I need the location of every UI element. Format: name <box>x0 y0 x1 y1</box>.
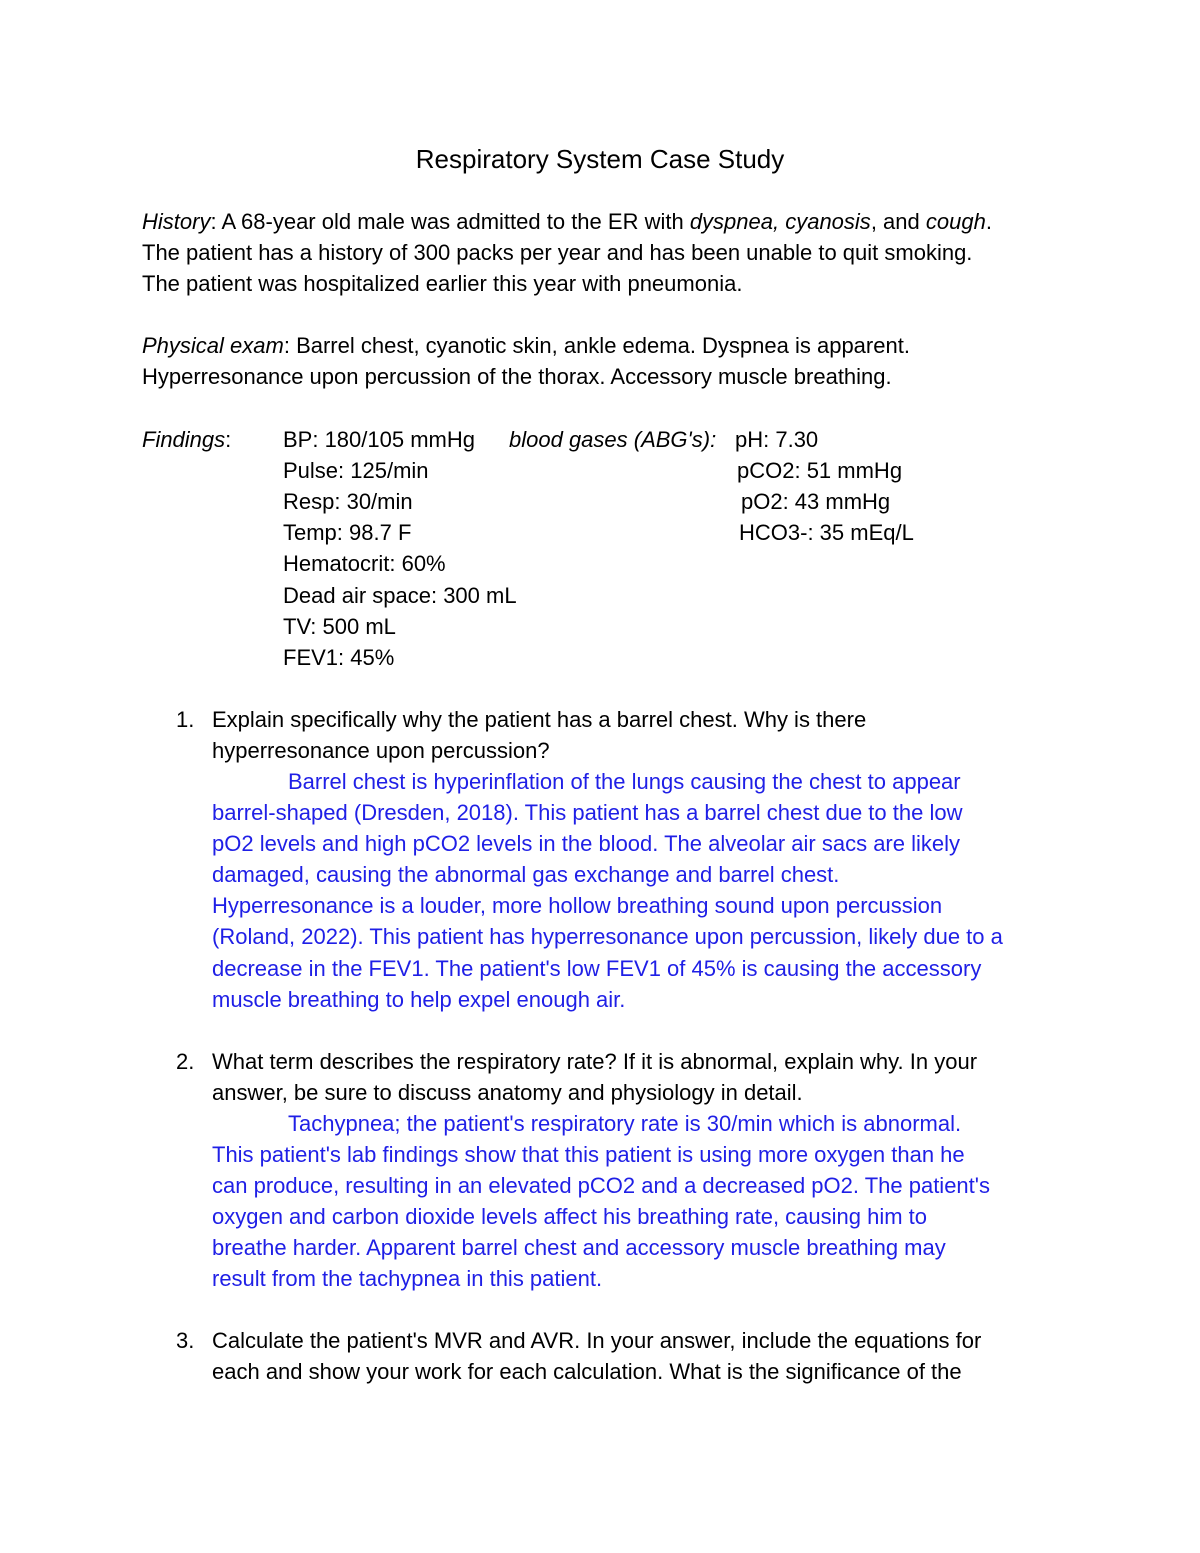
answer-1-line: damaged, causing the abnormal gas exchange and barrel chest. <box>212 862 840 887</box>
vital-resp: Resp: 30/min <box>283 489 413 514</box>
answer-2-line: breathe harder. Apparent barrel chest and accessory muscle breathing may <box>212 1235 946 1260</box>
vital-hematocrit: Hematocrit: 60% <box>283 551 446 576</box>
history-term-2: cough <box>925 209 986 234</box>
answer-2-line: can produce, resulting in an elevated pCO2 and a decreased pO2. The patient's <box>212 1173 990 1198</box>
abg-hco3: HCO3-: 35 mEq/L <box>739 520 914 545</box>
abg-pco2: pCO2: 51 mmHg <box>737 458 903 483</box>
vital-temp: Temp: 98.7 F <box>283 520 412 545</box>
vital-dead-air-space: Dead air space: 300 mL <box>283 583 517 608</box>
physical-line-1: Physical exam: Barrel chest, cyanotic skin, ankle edema. Dyspnea is apparent. <box>142 333 910 358</box>
question-1-number: 1. <box>176 707 195 732</box>
history-line-3: The patient was hospitalized earlier this year with pneumonia. <box>142 271 743 296</box>
history-label: History <box>142 209 211 234</box>
answer-1-line: Barrel chest is hyperinflation of the lungs causing the chest to appear <box>288 769 961 794</box>
vital-pulse: Pulse: 125/min <box>283 458 429 483</box>
abg-label: blood gases (ABG's): <box>509 427 717 452</box>
history-term-1: dyspnea, cyanosis <box>689 209 871 234</box>
abg-ph: pH: 7.30 <box>735 427 819 452</box>
history-line-1: History: A 68-year old male was admitted to the ER with dyspnea, cyanosis, and cough. <box>142 209 992 234</box>
findings-label: Findings: <box>142 427 232 452</box>
question-1-text: Explain specifically why the patient has a barrel chest. Why is there <box>212 707 867 732</box>
question-2-number: 2. <box>176 1049 195 1074</box>
question-3-number: 3. <box>176 1328 195 1353</box>
answer-1-line: muscle breathing to help expel enough air. <box>212 987 626 1012</box>
answer-1-line: decrease in the FEV1. The patient's low FEV1 of 45% is causing the accessory <box>212 956 982 981</box>
vital-fev1: FEV1: 45% <box>283 645 395 670</box>
answer-1-line: pO2 levels and high pCO2 levels in the blood. The alveolar air sacs are likely <box>212 831 960 856</box>
physical-line-2: Hyperresonance upon percussion of the thorax. Accessory muscle breathing. <box>142 364 892 389</box>
vital-bp: BP: 180/105 mmHg <box>283 427 475 452</box>
question-2-text: answer, be sure to discuss anatomy and physiology in detail. <box>212 1080 803 1105</box>
answer-1-line: (Roland, 2022). This patient has hyperresonance upon percussion, likely due to a <box>212 924 1003 949</box>
answer-2-line: oxygen and carbon dioxide levels affect his breathing rate, causing him to <box>212 1204 928 1229</box>
answer-1-line: Hyperresonance is a louder, more hollow breathing sound upon percussion <box>212 893 943 918</box>
question-1-text: hyperresonance upon percussion? <box>212 738 550 763</box>
answer-2-line: Tachypnea; the patient's respiratory rate is 30/min which is abnormal. <box>288 1111 962 1136</box>
question-2-text: What term describes the respiratory rate? If it is abnormal, explain why. In your <box>212 1049 978 1074</box>
answer-1-line: barrel-shaped (Dresden, 2018). This patient has a barrel chest due to the low <box>212 800 963 825</box>
abg-po2: pO2: 43 mmHg <box>741 489 891 514</box>
question-3-text: Calculate the patient's MVR and AVR. In your answer, include the equations for <box>212 1328 982 1353</box>
question-3-text: each and show your work for each calculation. What is the significance of the <box>212 1359 962 1384</box>
physical-label: Physical exam <box>142 333 284 358</box>
vital-tv: TV: 500 mL <box>283 614 396 639</box>
answer-2-line: result from the tachypnea in this patient. <box>212 1266 603 1291</box>
page-title: Respiratory System Case Study <box>415 144 785 174</box>
answer-2-line: This patient's lab findings show that this patient is using more oxygen than he <box>212 1142 965 1167</box>
history-line-2: The patient has a history of 300 packs per year and has been unable to quit smoking. <box>142 240 973 265</box>
